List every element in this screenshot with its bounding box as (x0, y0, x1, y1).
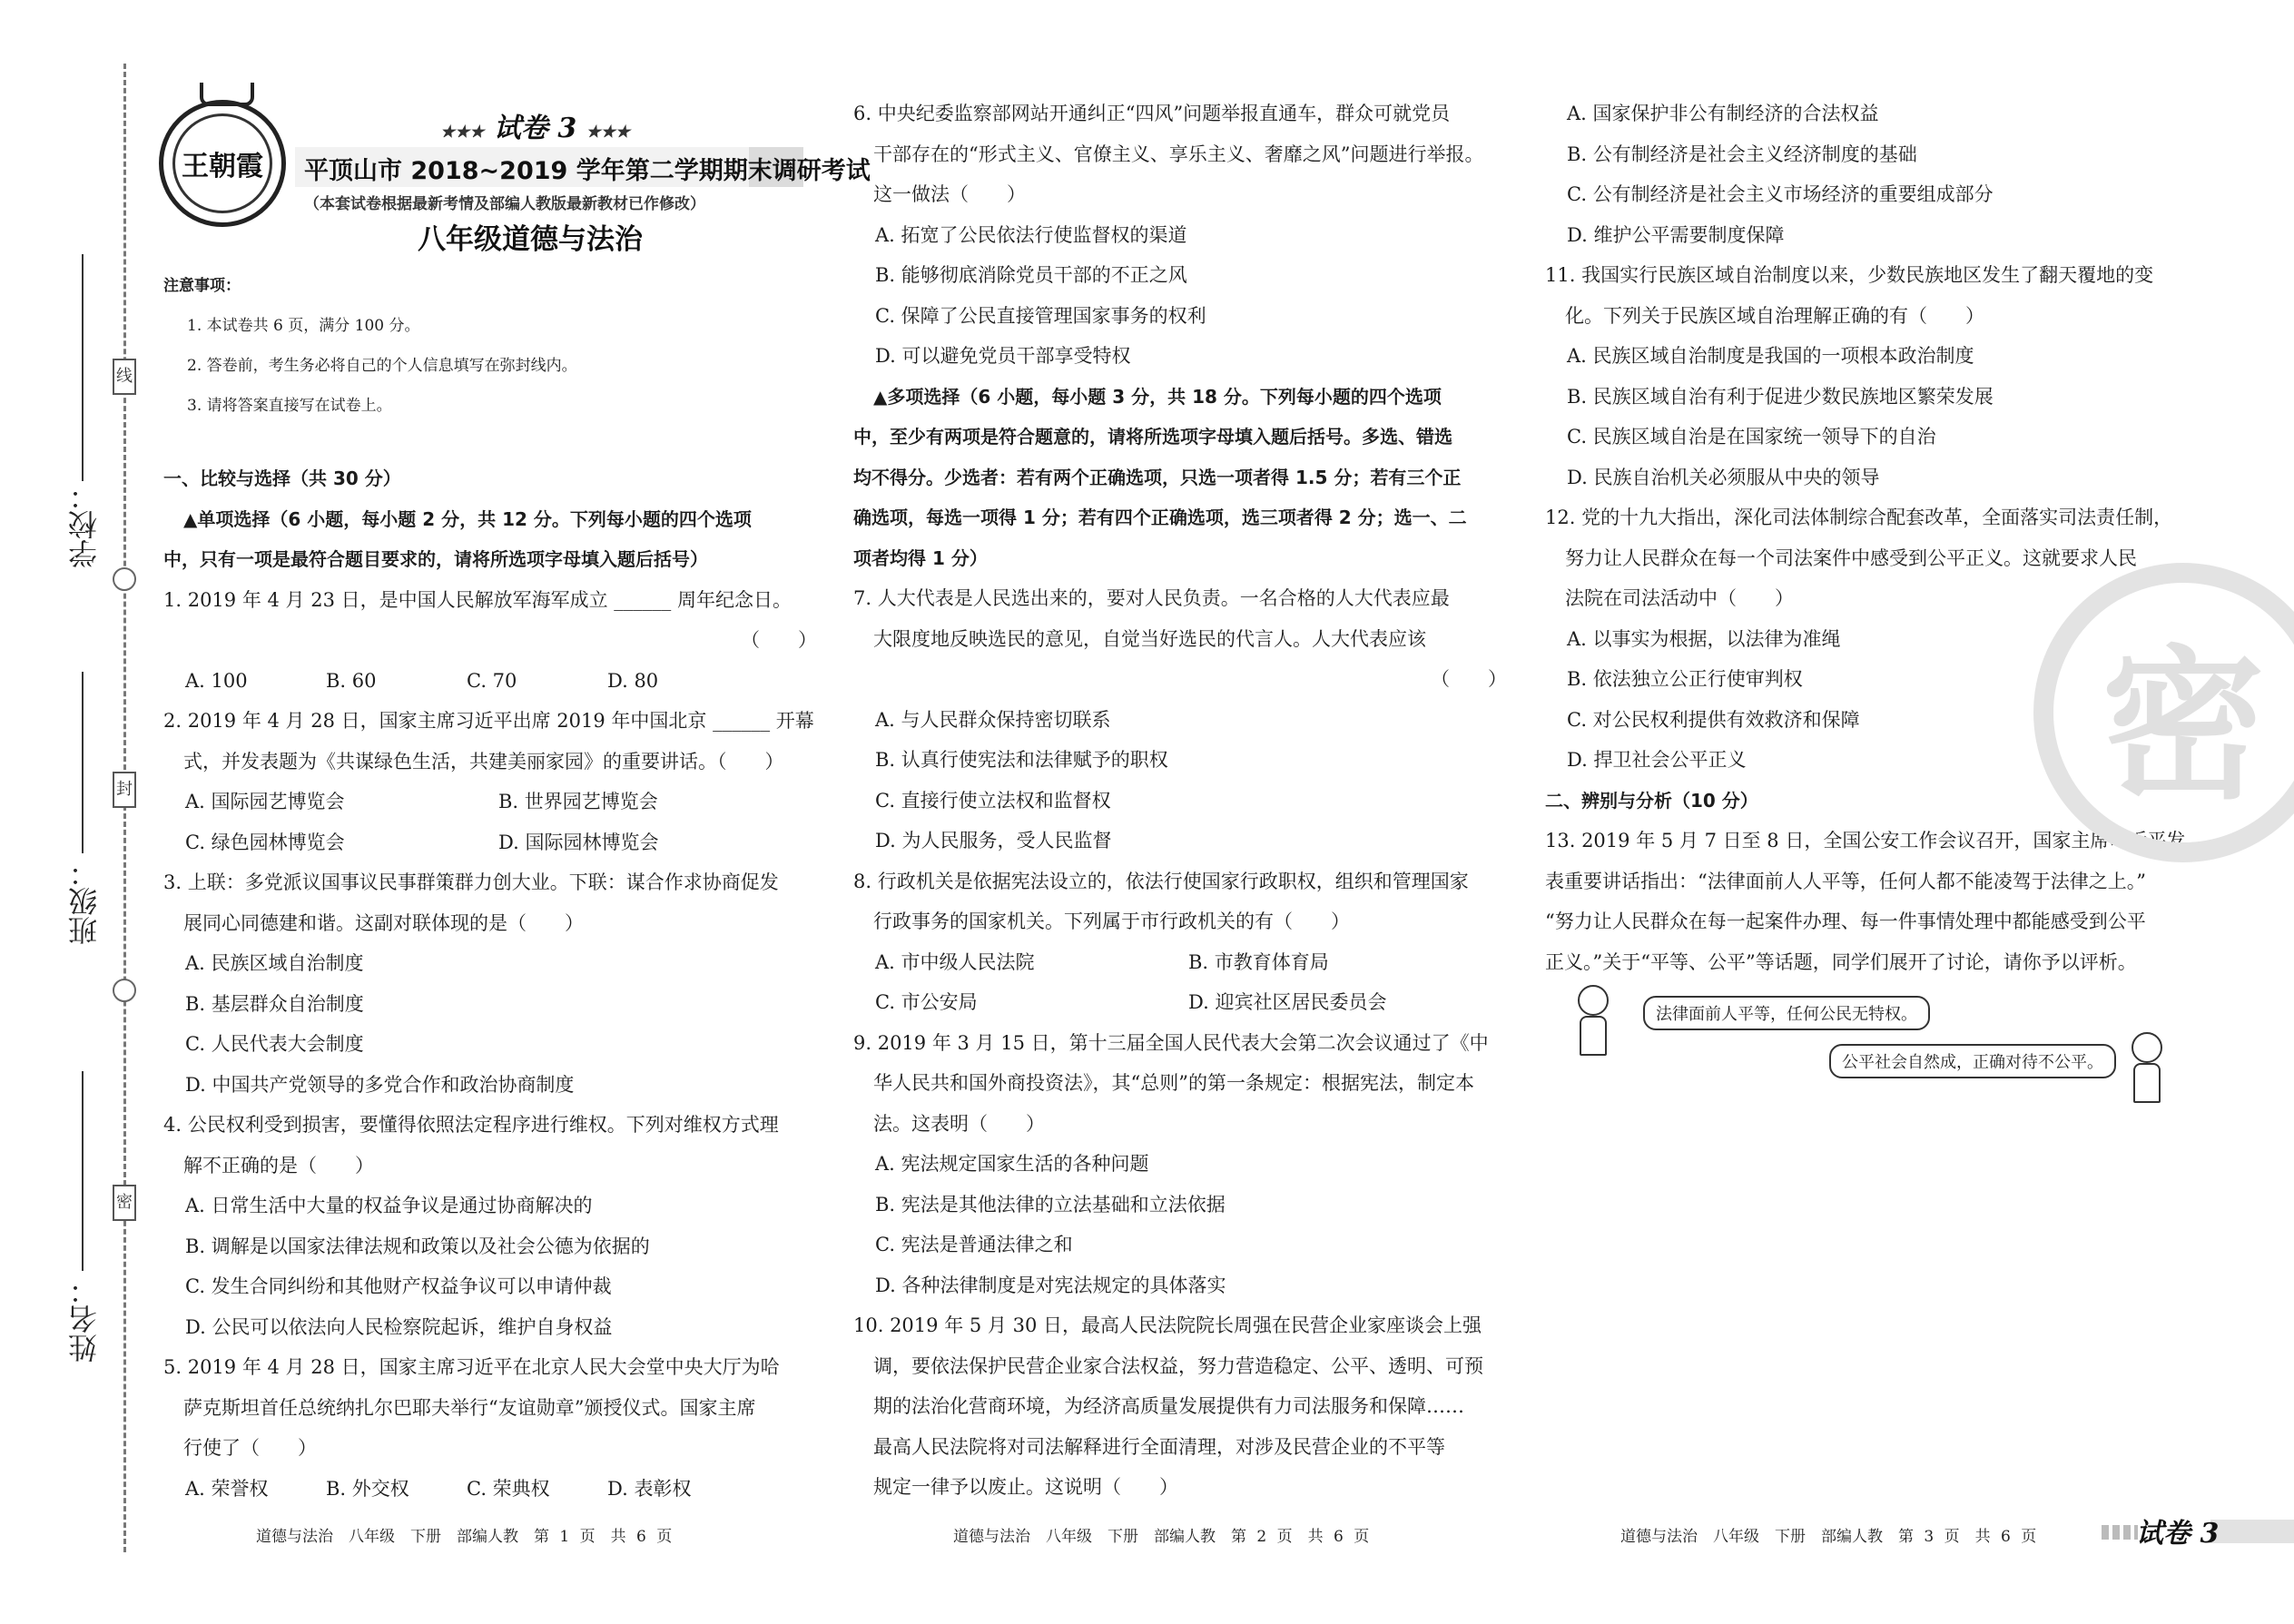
instruction-line: 中，至少有两项是符合题意的，请将所选项字母填入题后括号。多选、错选 (853, 426, 1452, 448)
option-line: A. 与人民群众保持密切联系 (875, 708, 1111, 731)
notice-item: 1. 本试卷共 6 页，满分 100 分。 (187, 317, 420, 335)
column-page-1 (163, 458, 835, 1509)
question-line: 9. 2019 年 3 月 15 日，第十三届全国人民代表大会第二次会议通过了《中 (853, 1031, 1489, 1054)
option-line: A. 民族区域自治制度 (185, 952, 364, 974)
option-line: B. 能够彻底消除党员干部的不正之风 (875, 264, 1187, 286)
exam-note: （本套试卷根据最新考情及部编人教版最新教材已作修改） (304, 195, 705, 213)
star-icon: ★★★ (440, 123, 485, 142)
question-line: 这一做法（ ） (873, 183, 1026, 205)
notice-heading: 注意事项： (163, 277, 241, 295)
option-line: C. 人民代表大会制度 (185, 1033, 364, 1055)
option-line: B. 依法独立公正行使审判权 (1567, 668, 1803, 690)
instruction-line: 确选项，每选一项得 1 分；若有四个正确选项，选三项者得 2 分；选一、二 (853, 507, 1467, 528)
option: B. 市教育体育局 (1188, 950, 1329, 973)
question-line: 大限度地反映选民的意见，自觉当好选民的代言人。人大代表应该 (873, 627, 1426, 650)
option-line: A. 拓宽了公民依法行使监督权的渠道 (875, 223, 1187, 246)
option-row (163, 661, 835, 702)
instruction-line: 项者均得 1 分） (853, 546, 988, 569)
option-line: A. 日常生活中大量的权益争议是通过协商解决的 (185, 1195, 593, 1216)
student-boy-figure (1570, 985, 1616, 1058)
question-line: 法院在司法活动中（ ） (1565, 587, 1794, 609)
option: A. 国际园艺博览会 (185, 791, 345, 812)
option: A. 市中级人民法院 (875, 950, 1035, 973)
option-row (853, 982, 1525, 1023)
option-line: D. 民族自治机关必须服从中央的领导 (1567, 466, 1880, 488)
student-girl-figure (2124, 1032, 2170, 1105)
option-line: D. 中国共产党领导的多党合作和政治协商制度 (185, 1073, 575, 1096)
column-page-2 (853, 94, 1525, 1508)
question-line: 华人民共和国外商投资法》，其“总则”的第一条规定：根据宪法，制定本 (873, 1072, 1474, 1094)
decor-bar (2210, 1520, 2294, 1543)
school-label: 学校： (67, 481, 102, 568)
option-line: C. 对公民权利提供有效救济和保障 (1567, 708, 1860, 731)
question-line: 12. 党的十九大指出，深化司法体制综合配套改革，全面落实司法责任制， (1545, 507, 2173, 528)
option-line: B. 认真行使宪法和法律赋予的职权 (875, 749, 1168, 771)
question-line: “努力让人民群众在每一起案件办理、每一件事情处理中都能感受到公平 (1545, 910, 2146, 932)
option: D. 国际园林博览会 (498, 831, 659, 853)
question-line: 规定一律予以废止。这说明（ ） (873, 1476, 1178, 1498)
option-line: B. 民族区域自治有利于促进少数民族地区繁荣发展 (1567, 385, 1994, 408)
exam-number-text: 试卷 3 (493, 113, 577, 144)
option-row (163, 782, 835, 822)
instruction-line: ▲多项选择（6 小题，每小题 3 分，共 18 分。下列每小题的四个选项 (873, 385, 1442, 408)
option-line: C. 民族区域自治是在国家统一领导下的自治 (1567, 426, 1936, 448)
subject-title: 八年级道德与法治 (418, 223, 643, 256)
column-page-3 (1545, 94, 2217, 982)
notice-block (163, 272, 817, 426)
name-fill-line (82, 1071, 84, 1271)
question-line: 正义。”关于“平等、公平”等话题，同学们展开了讨论，请你予以评析。 (1545, 950, 2137, 973)
exam-header (159, 100, 871, 272)
option-line: A. 国家保护非公有制经济的合法权益 (1567, 103, 1879, 124)
discussion-illustration (1570, 985, 2260, 1103)
instruction-line: 均不得分。少选者：若有两个正确选项，只选一项者得 1.5 分；若有三个正 (853, 466, 1462, 488)
question-line: 1. 2019 年 4 月 23 日，是中国人民解放军海军成立 ______ 周年纪念日。 (163, 588, 792, 611)
exam-title: 平顶山市 2018~2019 学年第二学期期末调研考试 (304, 157, 871, 185)
logo-text: 王朝霞 (172, 113, 272, 213)
question-line: 4. 公民权利受到损害，要懂得依照法定程序进行维权。下列对维权方式理 (163, 1114, 779, 1136)
option: C. 荣典权 (467, 1477, 550, 1500)
question-line: 6. 中央纪委监察部网站开通纠正“四风”问题举报直通车，群众可就党员 (853, 103, 1451, 124)
option: D. 80 (607, 669, 659, 692)
question-line: 表重要讲话指出：“法律面前人人平等，任何人都不能凌驾于法律之上。” (1545, 870, 2146, 892)
option-line: D. 维护公平需要制度保障 (1567, 223, 1785, 246)
question-line: 行使了（ ） (183, 1437, 317, 1459)
option-line: D. 为人民服务，受人民监督 (875, 830, 1112, 851)
class-label: 班级： (67, 858, 102, 945)
instruction-line: ▲单项选择（6 小题，每小题 2 分，共 12 分。下列每小题的四个选项 (183, 507, 752, 530)
speech-bubble-right: 公平社会自然成，正确对待不公平。 (1829, 1044, 2116, 1078)
option-line: D. 捍卫社会公平正义 (1567, 749, 1747, 771)
question-line: 13. 2019 年 5 月 7 日至 8 日，全国公安工作会议召开，国家主席习近平发 (1545, 830, 2186, 851)
page-footer-3: 道德与法治 八年级 下册 部编人教 第 3 页 共 6 页 (1620, 1528, 2037, 1546)
option-line: C. 保障了公民直接管理国家事务的权利 (875, 304, 1206, 327)
instruction-line: 中，只有一项是最符合题目要求的，请将所选项字母填入题后括号） (163, 548, 708, 570)
binding-margin (0, 0, 154, 1624)
name-label: 姓名： (67, 1275, 102, 1363)
answer-paren: （ ） (741, 629, 817, 651)
option-row (163, 1469, 835, 1510)
binding-hole (113, 979, 136, 1002)
option-line: A. 民族区域自治制度是我国的一项根本政治制度 (1567, 345, 1974, 367)
decor-blocks (2102, 1525, 2138, 1540)
question-line: 行政事务的国家机关。下列属于市行政机关的有（ ） (873, 910, 1350, 932)
section-heading: 二、辨别与分析（10 分） (1545, 789, 1758, 812)
option-line: C. 宪法是普通法律之和 (875, 1234, 1073, 1255)
seal-char-line: 线 (113, 359, 136, 395)
question-line: 7. 人大代表是人民选出来的，要对人民负责。一名合格的人大代表应最 (853, 587, 1450, 609)
notice-item: 3. 请将答案直接写在试卷上。 (187, 397, 392, 415)
question-line: 最高人民法院将对司法解释进行全面清理，对涉及民营企业的不平等 (873, 1435, 1445, 1458)
option: D. 表彰权 (607, 1477, 692, 1500)
option-line: B. 宪法是其他法律的立法基础和立法依据 (875, 1193, 1226, 1216)
option: B. 60 (326, 669, 377, 692)
secret-watermark: 密 (2033, 563, 2294, 862)
question-line: 3. 上联：多党派议国事议民事群策群力创大业。下联：谋合作求协商促发 (163, 871, 779, 893)
notice-item: 2. 答卷前，考生务必将自己的个人信息填写在弥封线内。 (187, 357, 577, 375)
option-line: C. 公有制经济是社会主义市场经济的重要组成部分 (1567, 183, 1994, 205)
crown-icon (200, 83, 254, 106)
question-line: 调，要依法保护民营企业家合法权益，努力营造稳定、公平、透明、可预 (873, 1354, 1483, 1377)
option: C. 70 (467, 669, 517, 692)
question-line: 展同心同德建和谐。这副对联体现的是（ ） (183, 911, 584, 934)
question-line: 解不正确的是（ ） (183, 1154, 374, 1176)
option-row (853, 942, 1525, 983)
option-line: B. 调解是以国家法律法规和政策以及社会公德为依据的 (185, 1235, 650, 1257)
question-line: 2. 2019 年 4 月 28 日，国家主席习近平出席 2019 年中国北京 ______ 开幕 (163, 710, 814, 732)
option: D. 迎宾社区居民委员会 (1188, 991, 1387, 1013)
question-line: 萨克斯坦首任总统纳扎尔巴耶夫举行“友谊勋章”颁授仪式。国家主席 (183, 1396, 756, 1419)
option-row (163, 822, 835, 863)
question-line: 期的法治化营商环境，为经济高质量发展提供有力司法服务和保障…… (873, 1395, 1464, 1417)
option-line: D. 各种法律制度是对宪法规定的具体落实 (875, 1274, 1226, 1296)
corner-exam-tag (2102, 1507, 2294, 1552)
option: C. 绿色园林博览会 (185, 831, 345, 853)
binding-dashed-line (123, 64, 126, 1552)
section-heading: 一、比较与选择（共 30 分） (163, 468, 401, 489)
speech-bubble-left: 法律面前人平等，任何公民无特权。 (1643, 996, 1930, 1030)
corner-exam-label: 试卷 3 (2136, 1518, 2220, 1550)
seal-char-secret: 密 (113, 1185, 136, 1221)
option-line: A. 宪法规定国家生活的各种问题 (875, 1153, 1149, 1175)
page-footer-1: 道德与法治 八年级 下册 部编人教 第 1 页 共 6 页 (256, 1528, 673, 1546)
question-line: 努力让人民群众在每一个司法案件中感受到公平正义。这就要求人民 (1565, 546, 2137, 569)
binding-hole (113, 567, 136, 591)
question-line: 8. 行政机关是依据宪法设立的，依法行使国家行政职权，组织和管理国家 (853, 870, 1469, 892)
option: A. 荣誉权 (185, 1477, 269, 1500)
option-line: D. 可以避免党员干部享受特权 (875, 345, 1131, 367)
seal-char-seal: 封 (113, 772, 136, 808)
question-line: 11. 我国实行民族区域自治制度以来，少数民族地区发生了翻天覆地的变 (1545, 264, 2154, 286)
page-footer-2: 道德与法治 八年级 下册 部编人教 第 2 页 共 6 页 (953, 1528, 1370, 1546)
option: C. 市公安局 (875, 991, 978, 1013)
question-line: 化。下列关于民族区域自治理解正确的有（ ） (1565, 304, 1984, 327)
question-line: 干部存在的“形式主义、官僚主义、享乐主义、奢靡之风”问题进行举报。 (873, 143, 1484, 165)
option-line: B. 基层群众自治制度 (185, 992, 364, 1015)
option-line: C. 发生合同纠纷和其他财产权益争议可以申请仲裁 (185, 1275, 612, 1297)
option: B. 外交权 (326, 1477, 409, 1500)
publisher-logo (159, 100, 286, 227)
option-line: A. 以事实为根据，以法律为准绳 (1567, 627, 1841, 650)
exam-number (440, 105, 630, 145)
answer-paren: （ ） (1431, 668, 1507, 690)
question-line: 式，并发表题为《共谋绿色生活，共建美丽家园》的重要讲话。（ ） (183, 750, 784, 773)
option-line: C. 直接行使立法权和监督权 (875, 789, 1111, 812)
question-line: 5. 2019 年 4 月 28 日，国家主席习近平在北京人民大会堂中央大厅为哈 (163, 1356, 780, 1378)
question-line: 法。这表明（ ） (873, 1112, 1045, 1135)
option: A. 100 (185, 669, 248, 692)
option: B. 世界园艺博览会 (498, 791, 658, 812)
question-line: 10. 2019 年 5 月 30 日，最高人民法院院长周强在民营企业家座谈会上强 (853, 1314, 1482, 1336)
option-line: B. 公有制经济是社会主义经济制度的基础 (1567, 143, 1917, 165)
option-line: D. 公民可以依法向人民检察院起诉，维护自身权益 (185, 1315, 613, 1338)
school-fill-line (82, 254, 84, 481)
class-fill-line (82, 672, 84, 853)
star-icon: ★★★ (586, 123, 631, 142)
